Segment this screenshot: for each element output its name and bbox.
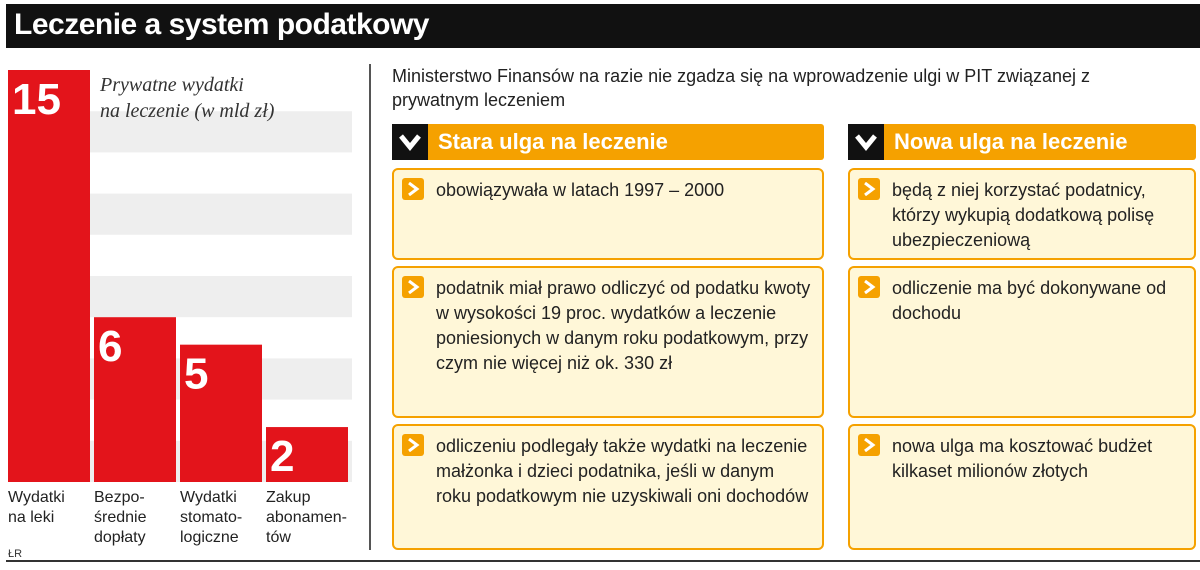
chevron-right-icon	[858, 276, 880, 298]
category-label	[8, 488, 65, 528]
bar-value-label: 15	[12, 75, 61, 124]
chevron-right-icon	[402, 434, 424, 456]
list-item-text: podatnik miał prawo odliczyć od podatku kwoty w wysokości 19 proc. wydatków a leczenie poniesionych w danym roku podatkowym, przy czym nie więcej niż ok. 330 zł	[436, 278, 811, 373]
list-item-text: nowa ulga ma kosztować budżet kilkaset milionów złotych	[892, 436, 1153, 481]
chevron-right-icon	[858, 434, 880, 456]
category-label	[180, 488, 242, 548]
column-header-old	[392, 124, 824, 160]
chart-title-line: Prywatne wydatki	[100, 74, 244, 96]
category-label	[266, 488, 347, 548]
category-label	[94, 488, 146, 548]
list-item-text: odliczenie ma być dokonywane od dochodu	[892, 278, 1167, 323]
bar-value-label: 6	[98, 322, 123, 372]
bar	[8, 70, 90, 482]
bar-chart	[0, 60, 360, 560]
list-item-text: będą z niej korzystać podatnicy, którzy wykupią dodatkową polisę ubezpieczeniową	[892, 180, 1155, 250]
column-header-label: Stara ulga na leczenie	[438, 129, 668, 154]
list-item	[392, 266, 824, 418]
list-item	[392, 424, 824, 550]
list-item-text: odliczeniu podlegały także wydatki na leczenie małżonka i dzieci podatnika, jeśli w danym roku podatkowym nie uzyskiwali oni dochodów	[436, 436, 809, 506]
column-header-label: Nowa ulga na leczenie	[894, 129, 1128, 154]
category-label-line: tów	[266, 529, 291, 546]
list-item	[848, 266, 1196, 418]
chart-canvas	[0, 60, 360, 490]
category-label-line: logiczne	[180, 529, 239, 546]
intro-text: Ministerstwo Finansów na razie nie zgadza się na wprowadzenie ulgi w PIT związanej z prywatnym leczeniem	[392, 66, 1091, 110]
column-header-new	[848, 124, 1196, 160]
chevron-down-icon	[392, 124, 428, 160]
category-label-line: Wydatki	[8, 489, 65, 506]
category-label-line: Wydatki	[180, 489, 237, 506]
list-item	[392, 168, 824, 260]
list-item	[848, 168, 1196, 260]
chevron-right-icon	[402, 276, 424, 298]
category-label-line: na leki	[8, 509, 55, 526]
category-label-line: Zakup	[266, 489, 311, 506]
bar-value-label: 2	[270, 432, 295, 482]
category-label-line: dopłaty	[94, 529, 146, 546]
chevron-right-icon	[402, 178, 424, 200]
divider	[369, 64, 371, 550]
page-title: Leczenie a system podatkowy	[14, 8, 429, 41]
credit: ŁR	[8, 548, 23, 560]
category-label-line: stomato-	[180, 509, 243, 526]
chart-title	[100, 72, 350, 124]
chart-title-line: na leczenie (w mld zł)	[100, 100, 275, 122]
category-label-line: abonamen-	[266, 509, 347, 526]
bottom-rule	[6, 560, 1200, 562]
list-item-text: obowiązywała w latach 1997 – 2000	[436, 180, 725, 200]
category-label-line: średnie	[94, 509, 147, 526]
chevron-down-icon	[848, 124, 884, 160]
category-label-line: Bezpo-	[94, 489, 145, 506]
bar-value-label: 5	[184, 349, 209, 399]
chevron-right-icon	[858, 178, 880, 200]
title-bar	[0, 0, 1200, 52]
list-item	[848, 424, 1196, 550]
